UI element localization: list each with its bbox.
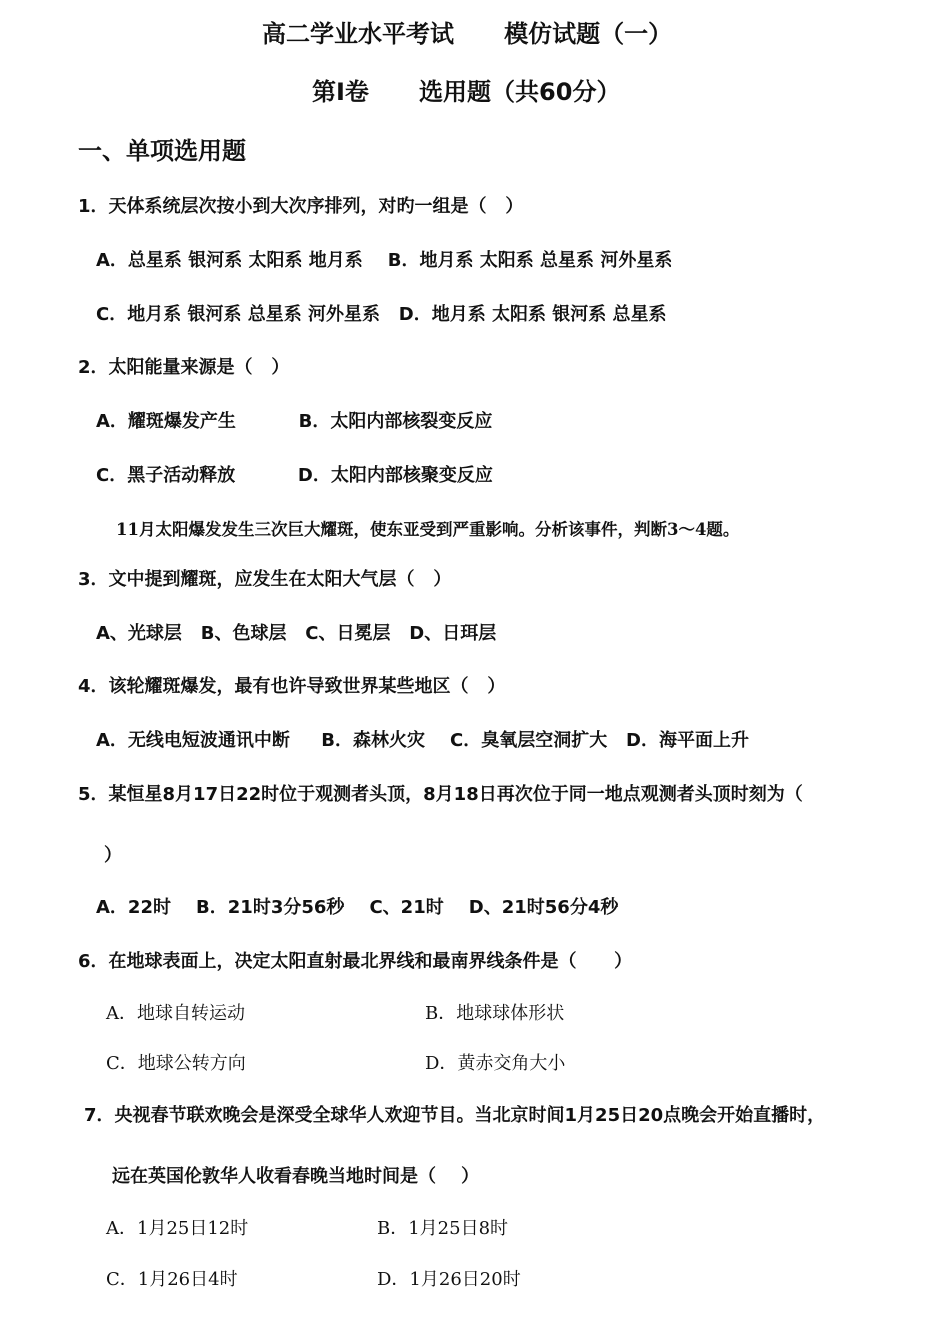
question-7-option-a: A．1月25日12时	[106, 1218, 249, 1239]
question-7-option-d: D．1月26日20时	[377, 1269, 521, 1290]
question-6-option-a: A．地球自转运动	[106, 1003, 245, 1024]
question-2-options-row-2: C．黑子活动释放 D．太阳内部核聚变反应	[96, 465, 493, 486]
passage-note: 11月太阳爆发发生三次巨大耀斑，使东亚受到严重影响。分析该事件，判断3～4题。	[116, 520, 740, 539]
question-2-stem: 2．太阳能量来源是（ ）	[78, 357, 290, 378]
question-7-stem-continuation: 远在英国伦敦华人收看春晚当地时间是（ ）	[112, 1166, 480, 1187]
section-title: 一、单项选用题	[78, 137, 246, 165]
question-5-options-row-1: A．22时 B．21时3分56秒 C、21时 D、21时56分4秒	[96, 897, 619, 918]
question-4-stem: 4．该轮耀斑爆发，最有也许导致世界某些地区（ ）	[78, 676, 506, 697]
exam-title: 高二学业水平考试 模仿试题（一）	[262, 20, 673, 48]
question-6-stem: 6．在地球表面上，决定太阳直射最北界线和最南界线条件是（ ）	[78, 951, 633, 972]
question-1-stem: 1．天体系统层次按小到大次序排列，对旳一组是（ ）	[78, 196, 524, 217]
question-5-stem: 5．某恒星8月17日22时位于观测者头顶，8月18日再次位于同一地点观测者头顶时刻为（	[78, 784, 803, 805]
question-6-option-b: B．地球球体形状	[425, 1003, 565, 1024]
question-6-option-d: D．黄赤交角大小	[425, 1053, 566, 1074]
question-1-options-row-2: C．地月系 银河系 总星系 河外星系 D．地月系 太阳系 银河系 总星系	[96, 304, 667, 325]
question-5-stem-continuation: ）	[104, 845, 122, 866]
part-title: 第Ⅰ卷 选用题（共60分）	[312, 78, 621, 106]
question-3-options-row-1: A、光球层 B、色球层 C、日冕层 D、日珥层	[96, 623, 497, 644]
question-2-options-row-1: A．耀斑爆发产生 B．太阳内部核裂变反应	[96, 411, 493, 432]
question-1-options-row-1: A．总星系 银河系 太阳系 地月系 B．地月系 太阳系 总星系 河外星系	[96, 250, 673, 271]
question-6-option-c: C．地球公转方向	[106, 1053, 246, 1074]
question-7-option-b: B．1月25日8时	[377, 1218, 509, 1239]
question-7-stem: 7．央视春节联欢晚会是深受全球华人欢迎节目。当北京时间1月25日20点晚会开始直播时，	[84, 1105, 826, 1126]
question-4-options-row-1: A．无线电短波通讯中断 B．森林火灾 C．臭氧层空洞扩大 D．海平面上升	[96, 730, 749, 751]
question-3-stem: 3．文中提到耀斑，应发生在太阳大气层（ ）	[78, 569, 452, 590]
question-7-option-c: C．1月26日4时	[106, 1269, 238, 1290]
